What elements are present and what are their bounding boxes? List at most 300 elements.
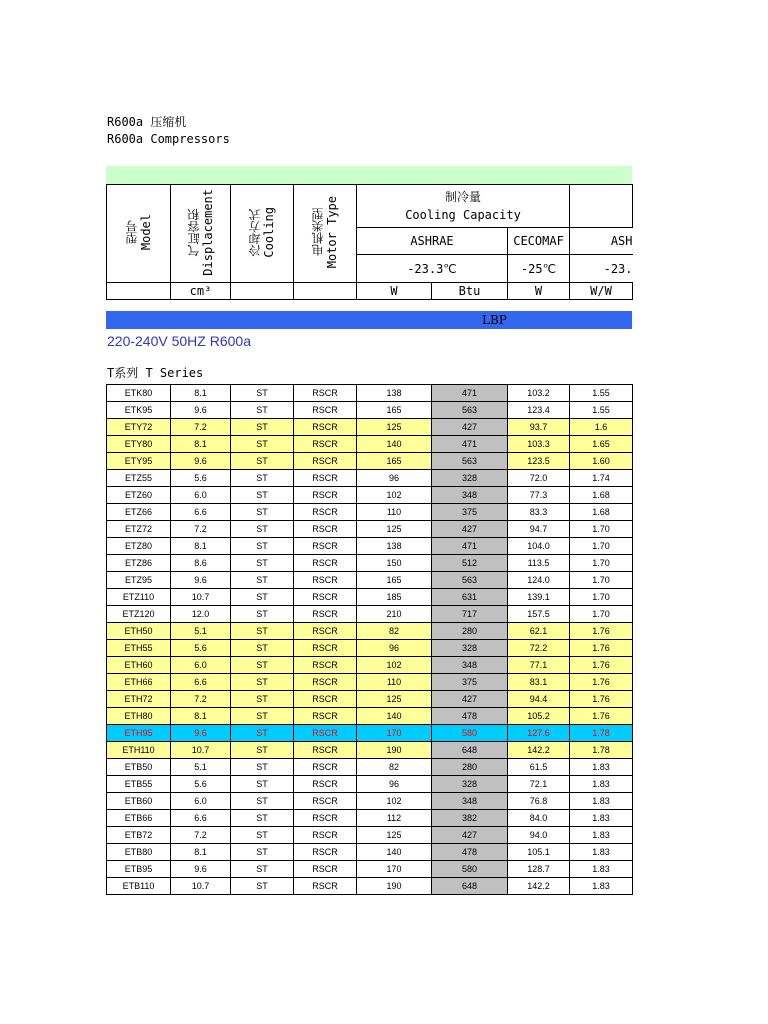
- table-row: [107, 419, 633, 436]
- cell-motor: RSCR: [294, 470, 357, 487]
- cell-cecomaf-w: 72.1: [508, 776, 570, 793]
- unit-cop: W/W: [570, 283, 633, 300]
- cell-motor: RSCR: [294, 623, 357, 640]
- cell-cop: 1.76: [570, 657, 633, 674]
- cell-cooling: ST: [231, 606, 294, 623]
- voltage-heading: 220-240V 50HZ R600a: [107, 333, 251, 349]
- cell-capacity-btu: 631: [432, 589, 508, 606]
- cell-capacity-btu: 348: [432, 657, 508, 674]
- cell-cecomaf-w: 103.2: [508, 385, 570, 402]
- cell-cecomaf-w: 142.2: [508, 742, 570, 759]
- cell-motor: RSCR: [294, 827, 357, 844]
- title-english: R600a Compressors: [107, 132, 230, 146]
- cell-displacement: 12.0: [171, 606, 231, 623]
- cell-cooling: ST: [231, 385, 294, 402]
- cell-capacity-btu: 471: [432, 385, 508, 402]
- cell-capacity-btu: 563: [432, 402, 508, 419]
- cell-capacity-w: 82: [357, 623, 432, 640]
- cell-cop: 1.65: [570, 436, 633, 453]
- cell-model: ETZ86: [107, 555, 171, 572]
- cell-cecomaf-w: 76.8: [508, 793, 570, 810]
- cell-capacity-btu: 382: [432, 810, 508, 827]
- cell-capacity-w: 96: [357, 470, 432, 487]
- cell-cooling: ST: [231, 572, 294, 589]
- cell-cooling: ST: [231, 861, 294, 878]
- table-row: [107, 555, 633, 572]
- cell-cecomaf-w: 123.5: [508, 453, 570, 470]
- cell-displacement: 5.6: [171, 470, 231, 487]
- header-ashrae: ASHRAE: [357, 228, 508, 255]
- cell-capacity-w: 140: [357, 436, 432, 453]
- unit-btu: Btu: [432, 283, 508, 300]
- cell-displacement: 6.6: [171, 504, 231, 521]
- table-row: [107, 691, 633, 708]
- cell-capacity-btu: 348: [432, 487, 508, 504]
- cell-cop: 1.83: [570, 776, 633, 793]
- cell-cecomaf-w: 127.6: [508, 725, 570, 742]
- cell-capacity-w: 102: [357, 793, 432, 810]
- cell-capacity-btu: 375: [432, 504, 508, 521]
- cell-capacity-btu: 471: [432, 538, 508, 555]
- cell-cecomaf-w: 62.1: [508, 623, 570, 640]
- cell-cop: 1.78: [570, 742, 633, 759]
- table-row: [107, 861, 633, 878]
- cell-cop: 1.83: [570, 827, 633, 844]
- cell-capacity-btu: 471: [432, 436, 508, 453]
- unit-blank-3: [294, 283, 357, 300]
- cell-motor: RSCR: [294, 504, 357, 521]
- cell-capacity-w: 165: [357, 453, 432, 470]
- cell-displacement: 9.6: [171, 861, 231, 878]
- table-row: [107, 453, 633, 470]
- cell-capacity-btu: 580: [432, 861, 508, 878]
- cell-cooling: ST: [231, 453, 294, 470]
- cell-cooling: ST: [231, 844, 294, 861]
- cell-capacity-w: 190: [357, 742, 432, 759]
- cell-capacity-w: 140: [357, 708, 432, 725]
- cell-model: ETK95: [107, 402, 171, 419]
- cell-displacement: 8.1: [171, 844, 231, 861]
- cell-motor: RSCR: [294, 572, 357, 589]
- title-chinese: R600a 压缩机: [107, 115, 187, 129]
- cell-motor: RSCR: [294, 453, 357, 470]
- cell-displacement: 7.2: [171, 419, 231, 436]
- cell-cop: 1.83: [570, 793, 633, 810]
- cell-displacement: 8.1: [171, 708, 231, 725]
- cell-capacity-w: 125: [357, 419, 432, 436]
- cell-cecomaf-w: 94.4: [508, 691, 570, 708]
- cell-capacity-w: 110: [357, 504, 432, 521]
- cell-displacement: 5.1: [171, 759, 231, 776]
- cell-cop: 1.60: [570, 453, 633, 470]
- table-row: [107, 776, 633, 793]
- cell-displacement: 6.6: [171, 674, 231, 691]
- capacity-label-en: Cooling Capacity: [405, 208, 521, 222]
- cell-cecomaf-w: 77.3: [508, 487, 570, 504]
- cell-capacity-btu: 280: [432, 623, 508, 640]
- cell-capacity-btu: 328: [432, 470, 508, 487]
- cell-model: ETH60: [107, 657, 171, 674]
- unit-blank-2: [231, 283, 294, 300]
- table-row: [107, 827, 633, 844]
- table-row: [107, 708, 633, 725]
- cell-capacity-btu: 648: [432, 878, 508, 895]
- cell-capacity-w: 138: [357, 538, 432, 555]
- cell-capacity-w: 170: [357, 725, 432, 742]
- cell-cooling: ST: [231, 470, 294, 487]
- cell-cecomaf-w: 72.0: [508, 470, 570, 487]
- cell-cooling: ST: [231, 674, 294, 691]
- cell-displacement: 7.2: [171, 691, 231, 708]
- cell-model: ETH72: [107, 691, 171, 708]
- table-row: [107, 878, 633, 895]
- cell-cooling: ST: [231, 402, 294, 419]
- cell-cecomaf-w: 128.7: [508, 861, 570, 878]
- cell-cooling: ST: [231, 759, 294, 776]
- unit-watt: W: [357, 283, 432, 300]
- cell-capacity-w: 185: [357, 589, 432, 606]
- cell-model: ETH95: [107, 725, 171, 742]
- cell-motor: RSCR: [294, 419, 357, 436]
- cell-cooling: ST: [231, 827, 294, 844]
- cell-cooling: ST: [231, 538, 294, 555]
- cell-displacement: 8.6: [171, 555, 231, 572]
- cell-model: ETZ110: [107, 589, 171, 606]
- cell-capacity-btu: 427: [432, 691, 508, 708]
- cell-capacity-w: 165: [357, 402, 432, 419]
- cell-motor: RSCR: [294, 708, 357, 725]
- cell-cooling: ST: [231, 708, 294, 725]
- cell-capacity-w: 190: [357, 878, 432, 895]
- table-row: [107, 402, 633, 419]
- cell-motor: RSCR: [294, 538, 357, 555]
- cell-model: ETH66: [107, 674, 171, 691]
- cell-displacement: 10.7: [171, 589, 231, 606]
- cell-cop: 1.83: [570, 844, 633, 861]
- cell-cooling: ST: [231, 793, 294, 810]
- cell-cop: 1.70: [570, 589, 633, 606]
- cell-displacement: 7.2: [171, 827, 231, 844]
- cell-capacity-w: 96: [357, 776, 432, 793]
- cell-cecomaf-w: 103.3: [508, 436, 570, 453]
- cell-cooling: ST: [231, 419, 294, 436]
- header-displacement: 气缸容积 Displacement: [171, 185, 231, 283]
- cell-displacement: 5.1: [171, 623, 231, 640]
- header-blank: [570, 185, 633, 228]
- cell-motor: RSCR: [294, 691, 357, 708]
- cell-motor: RSCR: [294, 555, 357, 572]
- cell-cecomaf-w: 113.5: [508, 555, 570, 572]
- cell-capacity-w: 138: [357, 385, 432, 402]
- cell-cop: 1.70: [570, 572, 633, 589]
- cell-capacity-w: 102: [357, 487, 432, 504]
- table-row: [107, 759, 633, 776]
- cell-model: ETZ120: [107, 606, 171, 623]
- series-title: T系列 T Series: [107, 366, 204, 380]
- cell-cop: 1.6: [570, 419, 633, 436]
- cell-motor: RSCR: [294, 776, 357, 793]
- cell-capacity-w: 125: [357, 691, 432, 708]
- cell-model: ETH80: [107, 708, 171, 725]
- cell-displacement: 5.6: [171, 640, 231, 657]
- cell-cecomaf-w: 124.0: [508, 572, 570, 589]
- table-row: [107, 742, 633, 759]
- cell-motor: RSCR: [294, 657, 357, 674]
- cell-motor: RSCR: [294, 861, 357, 878]
- cell-capacity-w: 150: [357, 555, 432, 572]
- cell-displacement: 6.0: [171, 657, 231, 674]
- cell-displacement: 6.6: [171, 810, 231, 827]
- cell-cooling: ST: [231, 504, 294, 521]
- cell-cop: 1.76: [570, 708, 633, 725]
- cell-displacement: 9.6: [171, 453, 231, 470]
- cell-cecomaf-w: 105.1: [508, 844, 570, 861]
- table-row: [107, 487, 633, 504]
- cell-motor: RSCR: [294, 742, 357, 759]
- cell-cop: 1.70: [570, 555, 633, 572]
- cell-model: ETB110: [107, 878, 171, 895]
- cell-capacity-w: 110: [357, 674, 432, 691]
- table-row: [107, 504, 633, 521]
- cell-motor: RSCR: [294, 793, 357, 810]
- cell-capacity-btu: 375: [432, 674, 508, 691]
- cell-displacement: 6.0: [171, 487, 231, 504]
- cell-model: ETK80: [107, 385, 171, 402]
- cell-model: ETZ66: [107, 504, 171, 521]
- spec-table-header: [106, 184, 632, 301]
- cell-displacement: 8.1: [171, 538, 231, 555]
- cell-cooling: ST: [231, 776, 294, 793]
- cell-cecomaf-w: 142.2: [508, 878, 570, 895]
- cell-cooling: ST: [231, 436, 294, 453]
- cell-cop: 1.74: [570, 470, 633, 487]
- cell-cecomaf-w: 94.0: [508, 827, 570, 844]
- cell-cecomaf-w: 93.7: [508, 419, 570, 436]
- cell-displacement: 7.2: [171, 521, 231, 538]
- cell-motor: RSCR: [294, 844, 357, 861]
- table-row: [107, 470, 633, 487]
- table-row: [107, 640, 633, 657]
- cell-capacity-btu: 512: [432, 555, 508, 572]
- table-row: [107, 725, 633, 742]
- cell-capacity-w: 125: [357, 521, 432, 538]
- cell-cooling: ST: [231, 725, 294, 742]
- cell-cooling: ST: [231, 623, 294, 640]
- cell-model: ETZ80: [107, 538, 171, 555]
- cell-model: ETY95: [107, 453, 171, 470]
- cell-displacement: 6.0: [171, 793, 231, 810]
- cell-cecomaf-w: 94.7: [508, 521, 570, 538]
- cell-capacity-w: 170: [357, 861, 432, 878]
- cell-cooling: ST: [231, 657, 294, 674]
- table-row: [107, 589, 633, 606]
- green-header-band: [106, 166, 632, 184]
- cell-capacity-w: 82: [357, 759, 432, 776]
- header-motor-type: 电机类型 Motor Type: [294, 185, 357, 283]
- cell-motor: RSCR: [294, 878, 357, 895]
- cell-cop: 1.55: [570, 402, 633, 419]
- cell-capacity-w: 96: [357, 640, 432, 657]
- header-cecomaf: CECOMAF: [508, 228, 570, 255]
- cell-cop: 1.70: [570, 538, 633, 555]
- cell-cecomaf-w: 104.0: [508, 538, 570, 555]
- lbp-band: [106, 311, 632, 329]
- cell-capacity-btu: 328: [432, 776, 508, 793]
- unit-cm3: cm³: [171, 283, 231, 300]
- unit-watt-2: W: [508, 283, 570, 300]
- cell-capacity-btu: 563: [432, 572, 508, 589]
- cell-motor: RSCR: [294, 606, 357, 623]
- cell-model: ETB50: [107, 759, 171, 776]
- cell-cop: 1.70: [570, 521, 633, 538]
- lbp-label: LBP: [482, 313, 507, 327]
- cell-cop: 1.68: [570, 504, 633, 521]
- cell-cop: 1.83: [570, 810, 633, 827]
- cell-cop: 1.76: [570, 674, 633, 691]
- header-temp-cecomaf: -25℃: [508, 255, 570, 283]
- cell-capacity-btu: 328: [432, 640, 508, 657]
- cell-cop: 1.76: [570, 623, 633, 640]
- cell-cop: 1.78: [570, 725, 633, 742]
- table-row: [107, 436, 633, 453]
- cell-model: ETB95: [107, 861, 171, 878]
- cell-model: ETB55: [107, 776, 171, 793]
- cell-cop: 1.55: [570, 385, 633, 402]
- cell-capacity-w: 210: [357, 606, 432, 623]
- cell-capacity-btu: 348: [432, 793, 508, 810]
- unit-blank-1: [107, 283, 171, 300]
- cell-cecomaf-w: 61.5: [508, 759, 570, 776]
- cell-cooling: ST: [231, 589, 294, 606]
- cell-model: ETB60: [107, 793, 171, 810]
- header-temp-cut: -23.: [570, 255, 633, 283]
- cell-capacity-btu: 427: [432, 827, 508, 844]
- cell-capacity-w: 112: [357, 810, 432, 827]
- table-row: [107, 606, 633, 623]
- cell-capacity-w: 125: [357, 827, 432, 844]
- table-row: [107, 385, 633, 402]
- cell-displacement: 10.7: [171, 878, 231, 895]
- cell-capacity-btu: 280: [432, 759, 508, 776]
- cell-model: ETZ95: [107, 572, 171, 589]
- cell-capacity-w: 102: [357, 657, 432, 674]
- cell-cop: 1.83: [570, 861, 633, 878]
- cell-cecomaf-w: 83.3: [508, 504, 570, 521]
- cell-displacement: 9.6: [171, 572, 231, 589]
- table-row: [107, 521, 633, 538]
- cell-model: ETB66: [107, 810, 171, 827]
- cell-motor: RSCR: [294, 674, 357, 691]
- cell-motor: RSCR: [294, 810, 357, 827]
- cell-model: ETY80: [107, 436, 171, 453]
- cell-motor: RSCR: [294, 402, 357, 419]
- cell-displacement: 10.7: [171, 742, 231, 759]
- header-ashrae-cut: ASH: [570, 228, 633, 255]
- cell-cop: 1.76: [570, 640, 633, 657]
- cell-displacement: 5.6: [171, 776, 231, 793]
- cell-model: ETY72: [107, 419, 171, 436]
- spec-data-table: [106, 384, 633, 895]
- cell-model: ETH50: [107, 623, 171, 640]
- cell-model: ETB72: [107, 827, 171, 844]
- cell-capacity-btu: 648: [432, 742, 508, 759]
- cell-motor: RSCR: [294, 725, 357, 742]
- cell-model: ETB80: [107, 844, 171, 861]
- cell-cop: 1.83: [570, 759, 633, 776]
- cell-motor: RSCR: [294, 487, 357, 504]
- cell-cecomaf-w: 83.1: [508, 674, 570, 691]
- cell-cecomaf-w: 123.4: [508, 402, 570, 419]
- table-row: [107, 623, 633, 640]
- cell-model: ETH110: [107, 742, 171, 759]
- cell-displacement: 9.6: [171, 402, 231, 419]
- cell-capacity-btu: 427: [432, 419, 508, 436]
- cell-motor: RSCR: [294, 759, 357, 776]
- cell-motor: RSCR: [294, 436, 357, 453]
- table-row: [107, 674, 633, 691]
- cell-cooling: ST: [231, 555, 294, 572]
- cell-displacement: 9.6: [171, 725, 231, 742]
- cell-cooling: ST: [231, 521, 294, 538]
- cell-cooling: ST: [231, 878, 294, 895]
- capacity-label-cn: 制冷量: [445, 190, 482, 204]
- cell-motor: RSCR: [294, 521, 357, 538]
- header-cooling-capacity: [357, 185, 570, 228]
- cell-cecomaf-w: 157.5: [508, 606, 570, 623]
- cell-capacity-w: 165: [357, 572, 432, 589]
- cell-cecomaf-w: 105.2: [508, 708, 570, 725]
- cell-cooling: ST: [231, 640, 294, 657]
- cell-model: ETZ60: [107, 487, 171, 504]
- cell-displacement: 8.1: [171, 436, 231, 453]
- table-row: [107, 793, 633, 810]
- cell-cop: 1.70: [570, 606, 633, 623]
- cell-cecomaf-w: 139.1: [508, 589, 570, 606]
- cell-capacity-btu: 580: [432, 725, 508, 742]
- table-row: [107, 844, 633, 861]
- cell-cecomaf-w: 72.2: [508, 640, 570, 657]
- cell-cop: 1.76: [570, 691, 633, 708]
- cell-cooling: ST: [231, 691, 294, 708]
- header-model: 型号 Model: [107, 185, 171, 283]
- cell-cop: 1.83: [570, 878, 633, 895]
- cell-motor: RSCR: [294, 640, 357, 657]
- cell-capacity-btu: 427: [432, 521, 508, 538]
- table-row: [107, 810, 633, 827]
- cell-cooling: ST: [231, 487, 294, 504]
- cell-model: ETZ55: [107, 470, 171, 487]
- cell-capacity-w: 140: [357, 844, 432, 861]
- header-cooling: 冷却方式 Cooling: [231, 185, 294, 283]
- cell-motor: RSCR: [294, 385, 357, 402]
- table-row: [107, 572, 633, 589]
- cell-capacity-btu: 563: [432, 453, 508, 470]
- table-row: [107, 657, 633, 674]
- cell-capacity-btu: 478: [432, 708, 508, 725]
- cell-motor: RSCR: [294, 589, 357, 606]
- cell-model: ETH55: [107, 640, 171, 657]
- cell-cooling: ST: [231, 810, 294, 827]
- cell-capacity-btu: 478: [432, 844, 508, 861]
- cell-cecomaf-w: 77.1: [508, 657, 570, 674]
- cell-capacity-btu: 717: [432, 606, 508, 623]
- cell-cecomaf-w: 84.0: [508, 810, 570, 827]
- cell-model: ETZ72: [107, 521, 171, 538]
- cell-displacement: 8.1: [171, 385, 231, 402]
- cell-cooling: ST: [231, 742, 294, 759]
- header-temp-ashrae: -23.3℃: [357, 255, 508, 283]
- table-row: [107, 538, 633, 555]
